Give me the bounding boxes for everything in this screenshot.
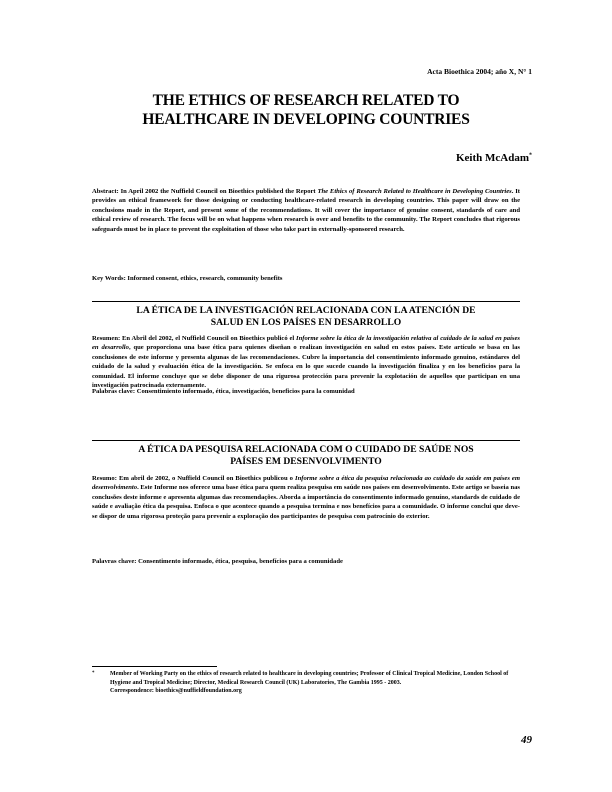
author-name: Keith McAdam: [455, 152, 529, 164]
keywords-label: Key Words:: [92, 275, 126, 282]
article-title: [90, 91, 522, 129]
resumo-pt: [92, 474, 520, 521]
title-line: PAÍSES EM DESENVOLVIMENTO: [230, 456, 382, 467]
abstract-text: . It provides an ethical framework for those designing or conducting healthcare-related research in developing countries. This paper will draw on the conclusions made in the Report, and present some of the recommendations. It will cover the importance of genuine consent, standards of care and ethical review of research. The focus will be on what happens when research is over and benefits to the community. The Report concludes that rigorous safeguards must be in place to prevent the exploitation of those who take part in externally-sponsored research.: [92, 188, 521, 233]
abstract: [92, 187, 520, 234]
page-number: 49: [521, 734, 532, 746]
section-divider: [92, 440, 520, 441]
report-title: The Ethics of Research Related to Healthcare in Developing Countries: [317, 188, 512, 195]
section-divider: [92, 301, 520, 302]
running-head: Acta Bioethica 2004; año X, N° 1: [427, 67, 532, 76]
resumo-text: Em abril de 2002, o Nuffield Council on Bioethics publicou o: [116, 475, 296, 482]
section-title-es: [92, 305, 520, 329]
author: [456, 152, 532, 164]
keywords-pt: [92, 558, 520, 565]
section-title-pt: [92, 444, 520, 468]
keywords-label: Palavras chave:: [92, 558, 137, 565]
title-line: HEALTHCARE IN DEVELOPING COUNTRIES: [142, 111, 470, 128]
footnote-rule: [92, 666, 217, 667]
keywords-text: Consentimiento informado, ética, investigación, beneficios para la comunidad: [135, 388, 355, 395]
footnote-affiliation: Member of Working Party on the ethics of research related to healthcare in developing countries; Professor of Clinical Tropical Medicine, London School of Hygiene and Tropical Medicine; Director, Medical Research Council (UK) Laboratories, The Gambia 1995 - 2003.: [110, 671, 509, 686]
resumen-text: En Abril del 2002, el Nuffield Council on Bioethics publicó el: [120, 335, 297, 342]
title-line: THE ETHICS OF RESEARCH RELATED TO: [152, 92, 460, 109]
resumen-text: , que proporciona una base ética para quienes diseñan o realizan investigación en salud en estos países. Este artículo se basa en las conclusiones de este informe y presenta algunas de las recomendaciones. Cubre la importancia del consentimiento informado genuino, estándares del cuidado de la salud y evaluación ética de la investigación. Se enfoca en lo que sucede cuando la investigación finaliza y en los beneficios para la comunidad. El informe concluye que se debe disponer de una rigurosa protección para prevenir la explotación de aquellos que participan en una investigación patrocinada externamente.: [92, 344, 521, 390]
keywords-text: Consentimento informado, ética, pesquisa, benefícios para a comunidade: [136, 558, 343, 565]
author-footnote-mark: *: [529, 152, 532, 159]
informe-title: Informe sobre la ética de la investigación relativa al cuidado de la salud en países en desarrollo: [92, 335, 520, 352]
keywords-label: Palabras clave:: [92, 388, 136, 395]
abstract-label: Abstract:: [92, 188, 119, 195]
resumen-es: [92, 334, 520, 390]
resumo-label: Resumo:: [92, 475, 117, 482]
keywords-en: [92, 275, 520, 282]
resumo-text: . Este Informe nos oferece uma base ética para quem realiza pesquisa em saúde nos países em desenvolvimento. Este artigo se baseia nas conclusões deste informe e apresenta algumas das recomendações. Aborda a importância do consentimento informado genuíno, standards de cuidado de saúde e avaliação ética da pesquisa. Enfoca o que acontece quando a pesquisa termina e nos benefícios para a comunidade. O informe conclui que deve-se dispor de uma rigorosa proteção para prevenir a exploração dos participantes de pesquisa com patrocínio do exterior.: [92, 484, 520, 520]
title-line: SALUD EN LOS PAÍSES EN DESARROLLO: [210, 317, 402, 328]
footnote-mark: *: [92, 671, 95, 676]
keywords-es: [92, 388, 520, 395]
informe-title: Informe sobre a ética da pesquisa relacionada ao cuidado da saúde em países em desenvolvimento: [92, 475, 520, 492]
footnote-correspondence: Correspondence: bioethics@nuffieldfoundation.org: [110, 688, 242, 695]
keywords-text: Informed consent, ethics, research, community benefits: [125, 275, 283, 282]
title-line: A ÉTICA DA PESQUISA RELACIONADA COM O CUIDADO DE SAÚDE NOS: [138, 444, 474, 455]
resumen-label: Resumen:: [92, 335, 121, 342]
title-line: LA ÉTICA DE LA INVESTIGACIÓN RELACIONADA CON LA ATENCIÓN DE: [136, 305, 476, 316]
footnote: [92, 670, 520, 696]
abstract-text: In April 2002 the Nuffield Council on Bioethics published the Report: [118, 188, 318, 195]
